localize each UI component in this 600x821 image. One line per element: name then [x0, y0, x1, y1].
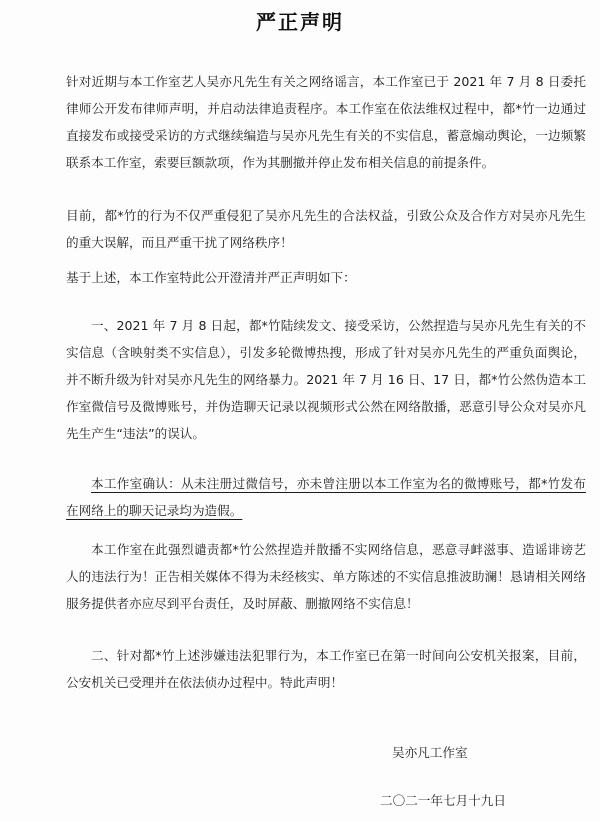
signature: 吴亦凡工作室 — [392, 745, 468, 760]
paragraph-point-two: 二、针对都*竹上述涉嫌违法犯罪行为，本工作室已在第一时间向公安机关报案，目前，公安机关已受理并在依法侦办过程中。特此声明！ — [66, 648, 586, 690]
paragraph-based-on: 基于上述，本工作室特此公开澄清并严正声明如下： — [66, 270, 356, 285]
paragraph-confirmation — [66, 470, 586, 524]
confirmation-text: 本工作室确认：从未注册过微信号，亦未曾注册以本工作室为名的微博账号，都*竹发布在网络上的聊天记录均为造假。 — [66, 476, 586, 518]
date: 二〇二一年七月十九日 — [380, 793, 506, 808]
page-title: 严正声明 — [256, 10, 344, 34]
paragraph-condemnation: 本工作室在此强烈谴责都*竹公然捏造并散播不实网络信息，恶意寻衅滋事、造谣诽谤艺人的违法行为！正告相关媒体不得为未经核实、单方陈述的不实信息推波助澜！恳请相关网络服务提供者亦应尽到平台责任，及时屏蔽、删撤网络不实信息！ — [66, 542, 586, 611]
paragraph-intro: 针对近期与本工作室艺人吴亦凡先生有关之网络谣言，本工作室已于 2021 年 7 月 8 日委托律师公开发布律师声明，并启动法律追责程序。本工作室在依法维权过程中，都*竹一边通过直接发布或接受采访的方式继续编造与吴亦凡先生有关的不实信息，蓄意煽动舆论，一边频繁联系本工作室，索要巨额款项，作为其删撤并停止发布相关信息的前提条件。 — [66, 74, 586, 170]
paragraph-current: 目前，都*竹的行为不仅严重侵犯了吴亦凡先生的合法权益，引致公众及合作方对吴亦凡先生的重大误解，而且严重干扰了网络秩序！ — [66, 208, 586, 250]
paragraph-point-one: 一、2021 年 7 月 8 日起，都*竹陆续发文、接受采访，公然捏造与吴亦凡先生有关的不实信息（含映射类不实信息），引发多轮微博热搜，形成了针对吴亦凡先生的严重负面舆论，并不断升级为针对吴亦凡先生的网络暴力。2021 年 7 月 16 日、17 日，都*竹公然伪造本工作室微信号及微博账号，并伪造聊天记录以视频形式公然在网络散播，恶意引导公众对吴亦凡先生产生“违法”的误认。 — [66, 318, 586, 441]
